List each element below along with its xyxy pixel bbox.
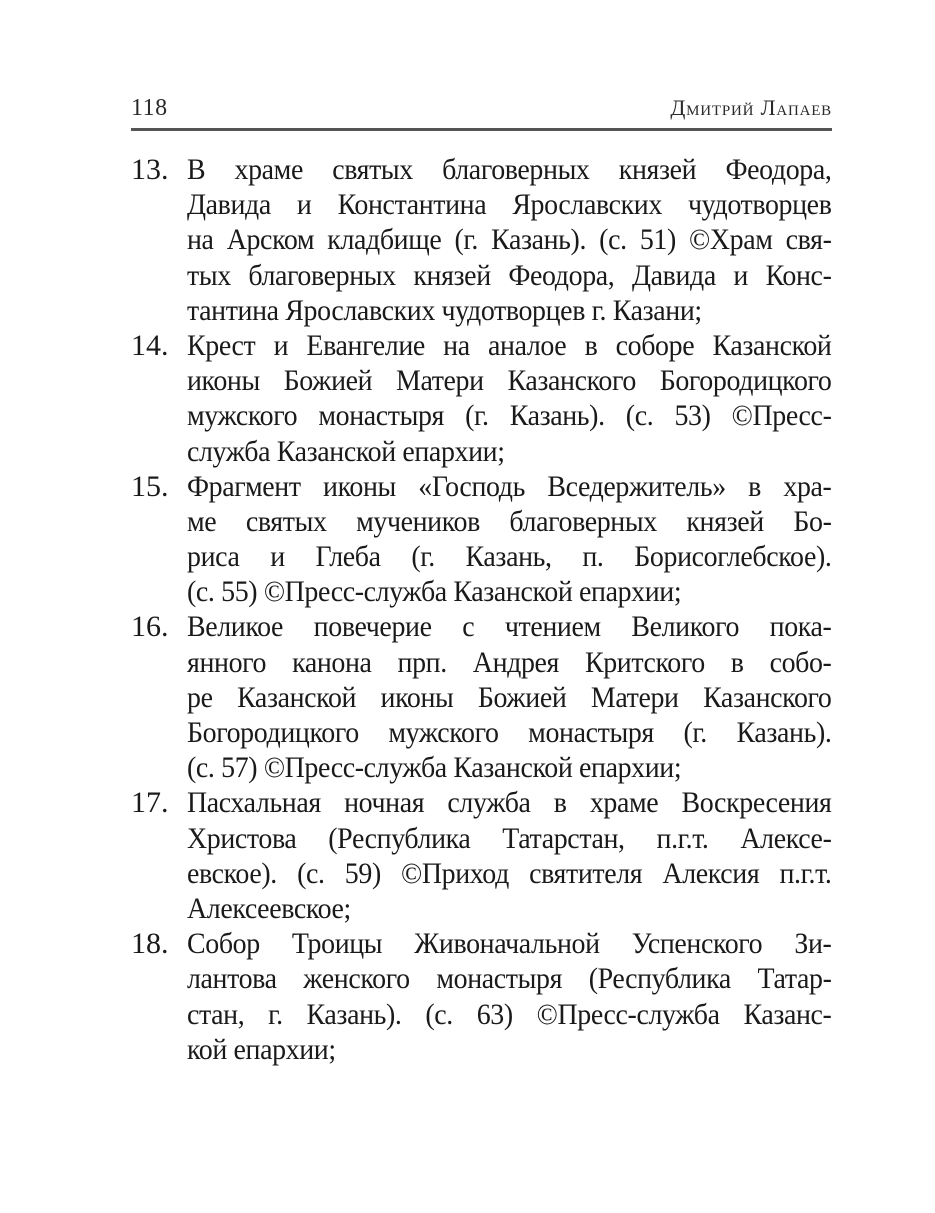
item-line: Пасхальная ночная служба в храме Воскресения (187, 786, 832, 820)
item-line: (с. 55) ©Пресс-служба Казанской епархии; (187, 575, 682, 609)
item-line: ре Казанской иконы Божией Матери Казанского (187, 680, 832, 714)
item-line: стан, г. Казань). (с. 63) ©Пресс-служба Казанс- (187, 997, 832, 1031)
item-number: 13. (131, 153, 169, 186)
item-line: Великое повечерие с чтением Великого пока- (187, 610, 832, 644)
illustration-list (131, 152, 832, 1067)
item-line: ме святых мучеников благоверных князей Бо- (187, 504, 832, 538)
item-number: 15. (131, 469, 169, 503)
item-line: тантина Ярославских чудотворцев г. Казани; (187, 293, 702, 327)
item-line: Собор Троицы Живоначальной Успенского Зи- (187, 927, 832, 961)
item-line: на Арском кладбище (г. Казань). (с. 51) ©Храм свя- (187, 223, 832, 257)
item-line: янного канона прп. Андрея Критского в собо- (187, 645, 832, 679)
item-line: Крест и Евангелие на аналое в соборе Казанской (187, 328, 832, 362)
item-line: мужского монастыря (г. Казань). (с. 53) ©Пресс- (187, 399, 832, 433)
item-number: 17. (131, 786, 169, 820)
item-line: Фрагмент иконы «Господь Вседержитель» в хра- (187, 469, 832, 503)
header-rule (131, 128, 832, 131)
item-line: Христова (Республика Татарстан, п.г.т. Алексе- (187, 821, 832, 855)
item-line: лантова женского монастыря (Республика Татар- (187, 962, 832, 996)
running-head-author: Дмитрий Лапаев (670, 95, 832, 120)
list-item (131, 328, 832, 469)
item-number: 18. (131, 927, 169, 961)
item-line: В храме святых благоверных князей Феодора, (187, 153, 832, 186)
item-line: (с. 57) ©Пресс-служба Казанской епархии; (187, 751, 682, 785)
list-item (131, 469, 832, 610)
item-line: Давида и Константина Ярославских чудотворцев (187, 188, 832, 222)
list-item (131, 926, 832, 1067)
item-line: иконы Божией Матери Казанского Богородицкого (187, 364, 832, 398)
item-line: служба Казанской епархии; (187, 434, 505, 468)
item-line: риса и Глеба (г. Казань, п. Борисоглебское). (187, 540, 832, 574)
item-line: евское). (с. 59) ©Приход святителя Алексия п.г.т. (187, 856, 832, 890)
item-line: тых благоверных князей Феодора, Давида и Конс- (187, 258, 832, 292)
item-number: 14. (131, 328, 169, 362)
item-line: Алексеевское; (187, 891, 351, 925)
page-number: 118 (131, 95, 168, 121)
list-item (131, 609, 832, 785)
item-line: Богородицкого мужского монастыря (г. Казань). (187, 716, 832, 749)
list-item (131, 152, 832, 328)
page-header (131, 94, 832, 130)
item-number: 16. (131, 610, 169, 644)
list-item (131, 785, 832, 926)
item-line: кой епархии; (187, 1032, 336, 1066)
